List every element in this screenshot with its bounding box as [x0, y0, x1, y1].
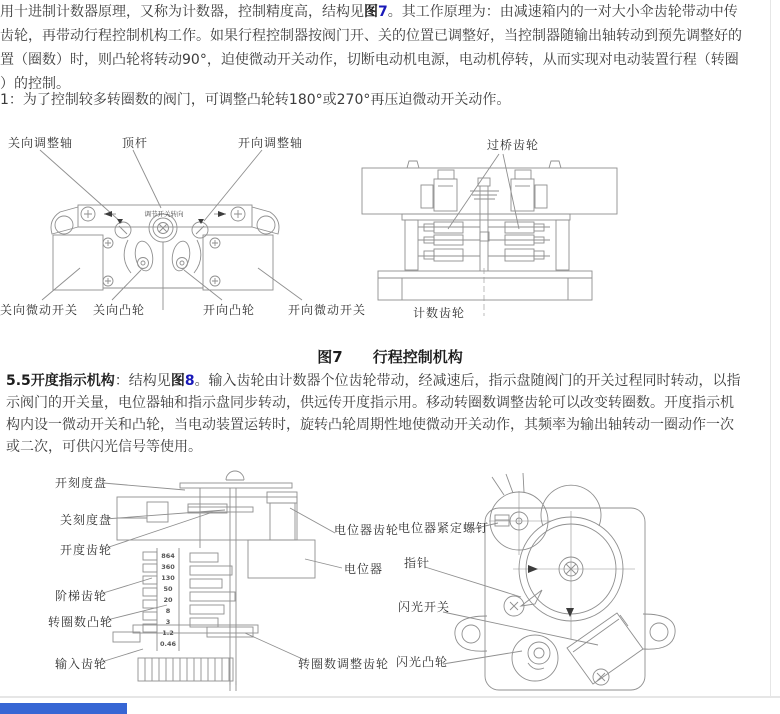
intro-line-1	[0, 0, 780, 24]
ratio-value: 50	[163, 585, 173, 593]
intro-line-4: ）的控制。	[0, 76, 70, 92]
intro-line-1-rest: 。其工作原理为：由减速箱内的一对大小伞齿轮带动中传	[387, 4, 738, 20]
note-line: 1：为了控制较多转圈数的阀门，可调整凸轮转180°或270°再压迫微动开关动作。	[0, 92, 511, 108]
label-potentiometer: 电位器	[344, 562, 384, 576]
horizontal-divider	[0, 696, 780, 698]
label-close-microswitch: 关向微动开关	[0, 303, 79, 317]
figure7-caption	[0, 346, 780, 367]
section-line-2: 示阀门的开关量，电位器轴和指示盘同步转动，供远传开度指示用。移动转圈数调整齿轮可以改变转圈数。开度指示机	[6, 395, 734, 411]
section-paragraph	[6, 370, 780, 458]
label-close-adjust-shaft: 关向调整轴	[8, 136, 74, 150]
plate-note-text: 调节开关转向	[144, 210, 184, 218]
label-pot-gear: 电位器齿轮	[334, 523, 400, 537]
label-opening-gear: 开度齿轮	[60, 543, 113, 557]
bottom-blue-bar[interactable]	[0, 703, 127, 714]
section-line-1-rest: 。输入齿轮由计数器个位齿轮带动，经减速后，指示盘随阀门的开关过程同时转动，以指	[194, 373, 741, 389]
figure7-caption-number: 图7	[317, 348, 343, 366]
label-close-cam: 关向凸轮	[93, 303, 146, 317]
label-flash-cam: 闪光凸轮	[396, 655, 449, 669]
label-pot-set-screw: 电位器紧定螺钉	[398, 521, 490, 535]
label-step-gear: 阶梯齿轮	[55, 589, 108, 603]
section-line-3: 构内设一微动开关和凸轮，当电动装置运转时，旋转凸轮周期性地使微动开关动作，其频率为输出轴转动一圈动作一次	[6, 417, 734, 433]
section-line-1	[6, 370, 780, 392]
ratio-value: 3	[165, 618, 171, 626]
intro-line-1-text: 用十进制计数器原理，又称为计数器，控制精度高，结构见	[0, 4, 364, 20]
figure7-ref-char: 图	[364, 4, 378, 20]
label-open-cam: 开向凸轮	[203, 303, 256, 317]
figure8-ref-link[interactable]: 8	[184, 373, 195, 389]
intro-paragraph	[0, 0, 780, 96]
label-bridge-gear: 过桥齿轮	[487, 138, 540, 152]
ratio-value: 0.46	[159, 640, 177, 648]
label-input-gear: 输入齿轮	[55, 657, 108, 671]
label-counting-gear: 计数齿轮	[413, 306, 466, 320]
ratio-value: 864	[161, 552, 175, 560]
ratio-value: 8	[165, 607, 171, 615]
ratio-value: 1.2	[162, 629, 174, 637]
label-close-dial: 关刻度盘	[60, 513, 113, 527]
ratio-value: 130	[161, 574, 175, 582]
label-pointer: 指针	[404, 556, 431, 570]
section-number: 5.5	[6, 373, 31, 389]
ratio-value: 360	[161, 563, 175, 571]
label-turns-cam: 转圈数凸轮	[48, 615, 114, 629]
figure8-ref-char: 图	[170, 373, 185, 389]
right-border-line	[770, 0, 771, 697]
section-title: 开度指示机构	[30, 373, 115, 389]
label-open-dial: 开刻度盘	[55, 476, 108, 490]
intro-line-2: 齿轮，再带动行程控制机构工作。如果行程控制器按阀门开、关的位置已调整好，当控制器随输出轴转动到预先调整好的	[0, 28, 742, 44]
label-top-rod: 顶杆	[122, 136, 149, 150]
figure7-caption-title: 行程控制机构	[372, 348, 463, 366]
label-flash-switch: 闪光开关	[398, 600, 451, 614]
label-open-microswitch: 开向微动开关	[288, 303, 367, 317]
intro-line-3: 置（圈数）时，则凸轮将转动90°，迫使微动开关动作，切断电动机电源，电动机停转，从而实现对电动装置行程（转圈	[0, 52, 739, 68]
section-line-1-mid: ：结构见	[114, 373, 171, 389]
section-line-4: 或二次，可供闪光信号等使用。	[6, 439, 202, 455]
ratio-value: 20	[163, 596, 173, 604]
label-turns-adjust-gear: 转圈数调整齿轮	[298, 657, 390, 671]
figure7-ref-link[interactable]: 7	[378, 4, 388, 20]
label-open-adjust-shaft: 开向调整轴	[238, 136, 304, 150]
